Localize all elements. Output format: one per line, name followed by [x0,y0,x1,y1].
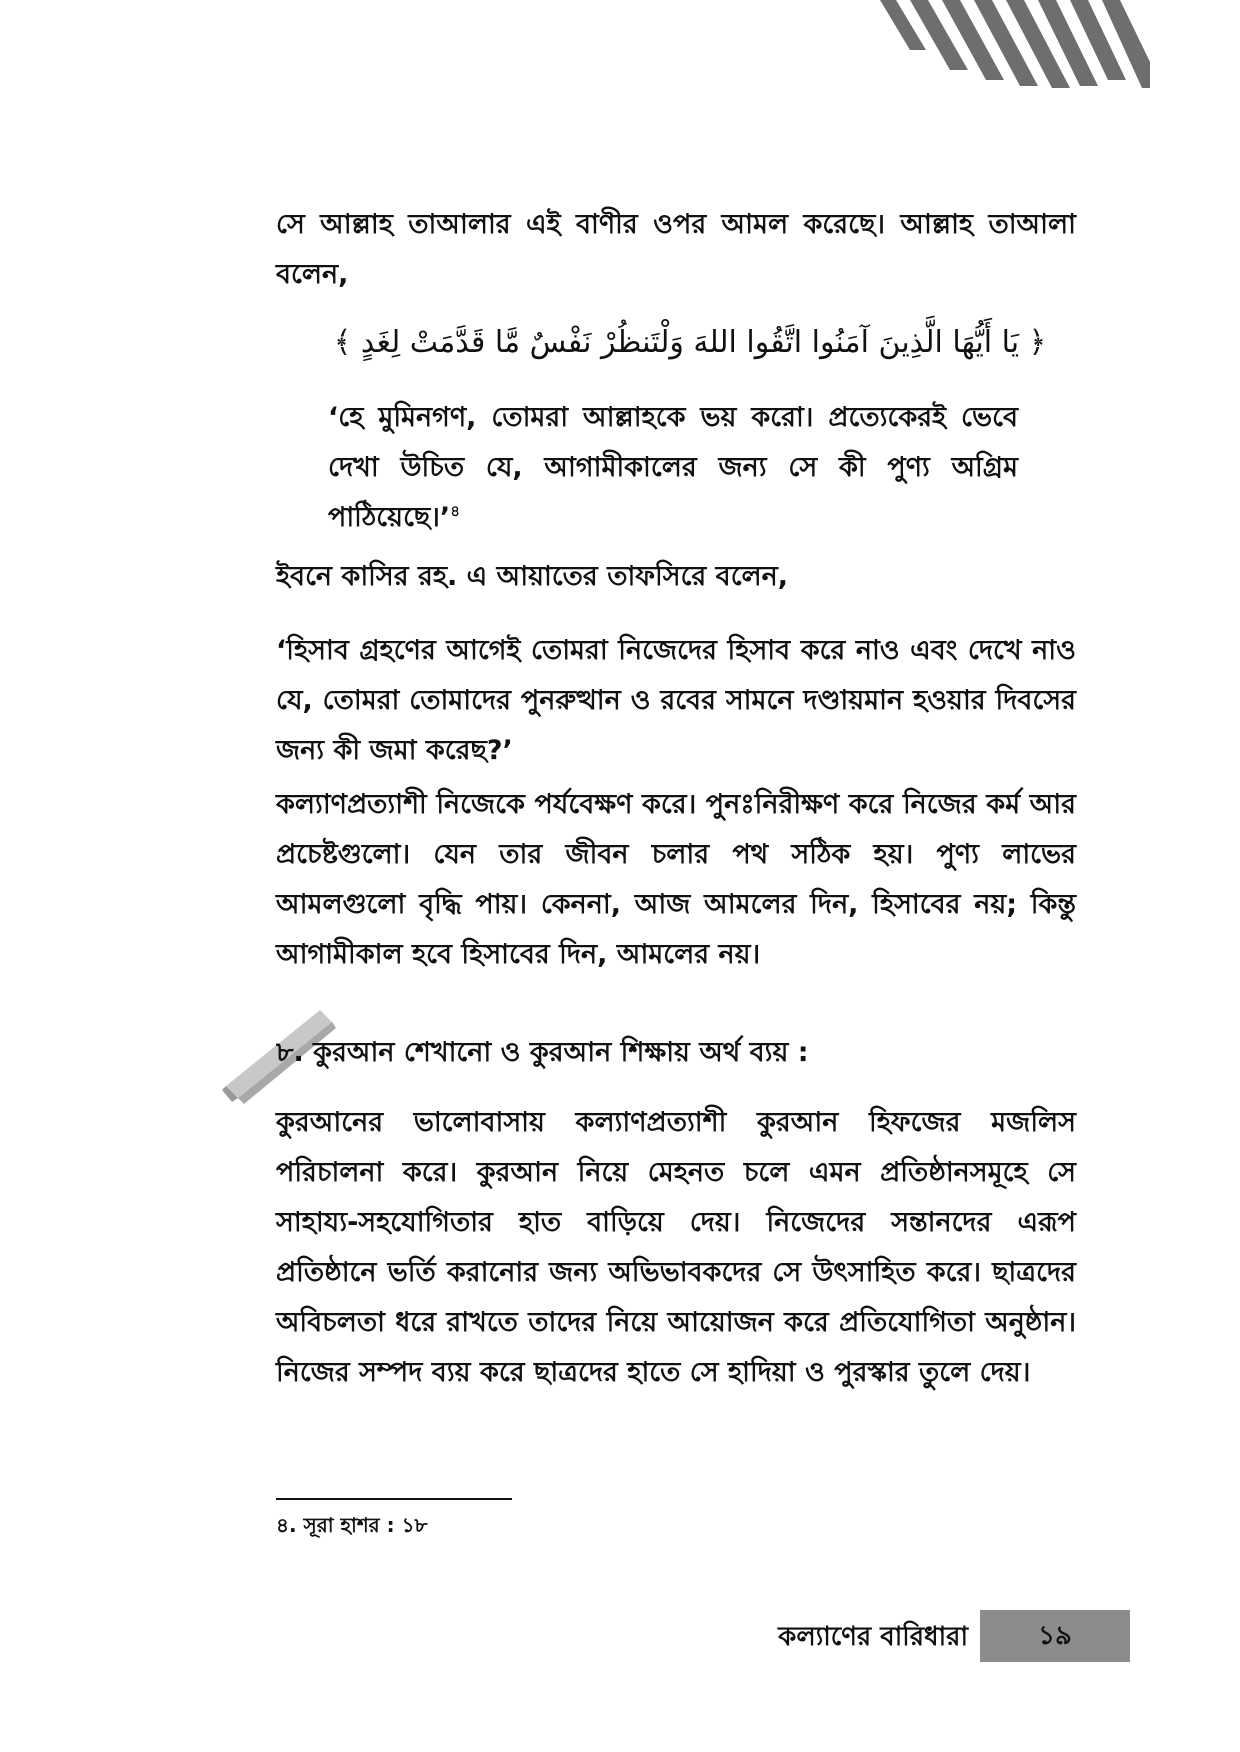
book-title: কল্যাণের বারিধারা [778,1622,968,1652]
intro-paragraph: সে আল্লাহ তাআলার এই বাণীর ওপর আমল করেছে। আল্লাহ তাআলা বলেন, [276,209,1076,290]
arabic-verse: ﴿ يَا أَيُّهَا الَّذِينَ آمَنُوا اتَّقُوا اللهَ وَلْتَنظُرْ نَفْسٌ مَّا قَدَّمَتْ لِغَدٍ ﴾ [333,325,1047,360]
ibn-kathir-intro: ইবনে কাসির রহ. এ আয়াতের তাফসিরে বলেন, [276,561,789,592]
verse-translation [328,393,1018,543]
footnote: ৪. সূরা হাশর : ১৮ [276,1513,428,1537]
verse-translation-text: ‘হে মুমিনগণ, তোমরা আল্লাহকে ভয় করো। প্রত্যেকেরই ভেবে দেখা উচিত যে, আগামীকালের জন্য সে কী পুণ্য অগ্রিম পাঠিয়েছে।’ [328,402,1018,533]
corner-stripes-decoration [880,0,1150,90]
ibn-kathir-quote: ‘হিসাব গ্রহণের আগেই তোমরা নিজেদের হিসাব করে নাও এবং দেখে নাও যে, তোমরা তোমাদের পুনরুত্থান ও রবের সামনে দণ্ডায়মান হওয়ার দিবসের জন্য কী জমা করেছ?’ [276,635,1076,766]
footnote-marker: ৪ [450,502,460,520]
quran-support-paragraph: কুরআনের ভালোবাসায় কল্যাণপ্রত্যাশী কুরআন হিফজের মজলিস পরিচালনা করে। কুরআন নিয়ে মেহনত চলে এমন প্রতিষ্ঠানসমূহে সে সাহায্য-সহযোগিতার হাত বাড়িয়ে দেয়। নিজেদের সন্তানদের এরূপ প্রতিষ্ঠানে ভর্তি করানোর জন্য অভিভাবকদের সে উৎসাহিত করে। ছাত্রদের অবিচলতা ধরে রাখতে তাদের নিয়ে আয়োজন করে প্রতিযোগিতা অনুষ্ঠান। নিজের সম্পদ ব্যয় করে ছাত্রদের হাতে সে হাদিয়া ও পুরস্কার তুলে দেয়। [276,1107,1076,1388]
self-review-paragraph: কল্যাণপ্রত্যাশী নিজেকে পর্যবেক্ষণ করে। পুনঃনিরীক্ষণ করে নিজের কর্ম আর প্রচেষ্টগুলো। যেন তার জীবন চলার পথ সঠিক হয়। পুণ্য লাভের আমলগুলো বৃদ্ধি পায়। কেননা, আজ আমলের দিন, হিসাবের নয়; কিন্তু আগামীকাল হবে হিসাবের দিন, আমলের নয়। [276,789,1076,970]
section-heading: ৮. কুরআন শেখানো ও কুরআন শিক্ষায় অর্থ ব্যয় : [276,1037,809,1068]
page-number: ১৯ [980,1610,1130,1662]
footnote-divider [276,1498,512,1500]
